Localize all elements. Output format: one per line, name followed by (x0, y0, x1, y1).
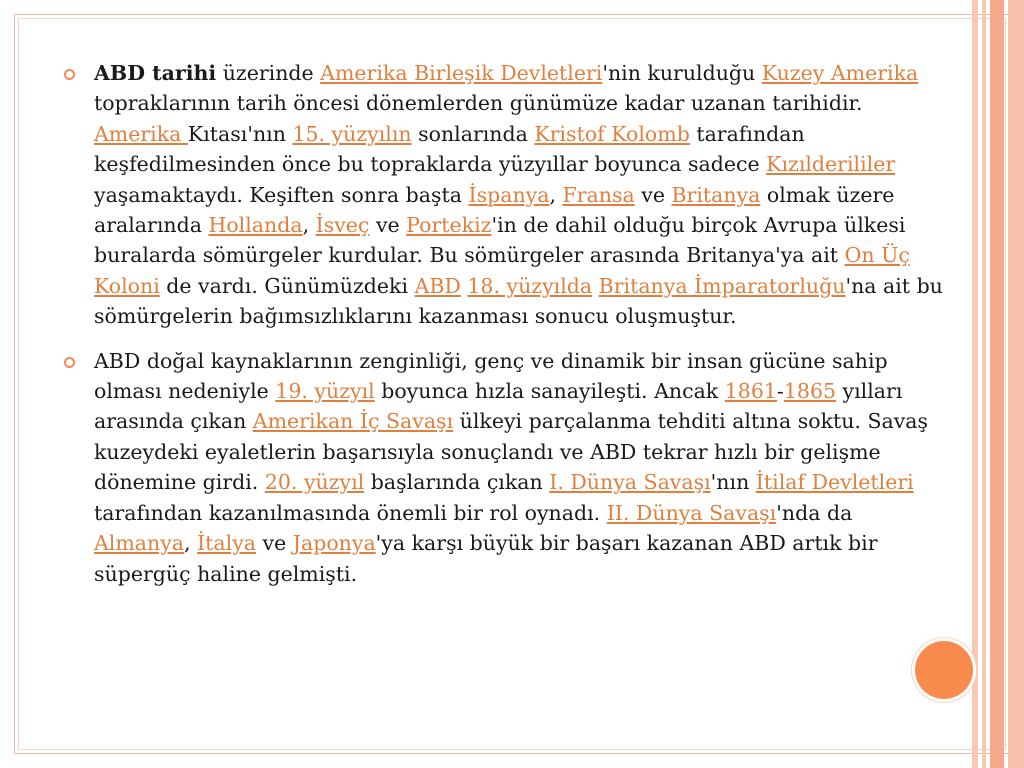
decor-stripe (972, 0, 978, 768)
wiki-link[interactable]: Amerikan İç Savaşı (252, 409, 454, 434)
decor-stripe (982, 0, 986, 768)
wiki-link[interactable]: 1861 (724, 379, 777, 404)
text-run: ABD doğal kaynaklarının zenginliği, genç ve dinamik bir insan gücüne sahip olması nedeniyle (94, 348, 888, 404)
wiki-link[interactable]: Japonya (292, 531, 376, 556)
wiki-link[interactable]: Almanya (94, 531, 185, 556)
wiki-link[interactable]: II. Dünya Savaşı (606, 500, 777, 525)
wiki-link[interactable]: 18. yüzyılda (467, 273, 593, 298)
text-run: Kıtası'nın (187, 121, 293, 146)
bullet-paragraph-2 (60, 346, 950, 589)
text-run: tarafından kazanılmasında önemli bir rol oynadı. (94, 500, 607, 525)
text-run: yaşamaktaydı. Keşiften sonra başta (94, 182, 469, 207)
text-run: , (549, 182, 563, 207)
text-run: ve (369, 213, 407, 238)
paragraph-text (94, 61, 943, 328)
wiki-link[interactable]: İsveç (315, 213, 370, 238)
text-run: ve (634, 182, 672, 207)
decor-stripe (1008, 0, 1024, 768)
text-run: 'nin kurulduğu (602, 61, 762, 85)
wiki-link[interactable]: İtilaf Devletleri (755, 470, 914, 495)
wiki-link[interactable]: Fransa (562, 182, 635, 207)
text-run: boyunca hızla sanayileşti. Ancak (374, 379, 725, 404)
text-run: , (302, 213, 316, 238)
text-run: ülkeyi parçalanma tehditi altına soktu. Savaş kuzeydeki eyaletlerin başarısıyla sonuçlandı ve ABD tekrar hızlı bir gelişme dönemine girdi. (94, 409, 929, 495)
wiki-link[interactable]: 1865 (783, 379, 837, 404)
bold-term: ABD tarihi (94, 61, 217, 85)
orange-circle-ornament (915, 641, 973, 699)
wiki-link[interactable]: 20. yüzyıl (264, 470, 365, 495)
wiki-link[interactable]: Kristof Kolomb (534, 121, 690, 146)
wiki-link[interactable]: Kuzey Amerika (761, 61, 919, 85)
wiki-link[interactable]: Kızılderililer (766, 152, 896, 177)
text-run: ve (256, 531, 293, 556)
bullet-circle-icon (64, 69, 75, 80)
text-run: tarafından keşfedilmesinden önce bu topraklarda yüzyıllar boyunca sadece (94, 121, 805, 177)
wiki-link[interactable]: Hollanda (208, 213, 303, 238)
bullet-paragraph-1 (60, 58, 950, 332)
text-run: 'nda da (776, 500, 853, 525)
wiki-link[interactable]: On Üç Koloni (94, 243, 910, 298)
text-run: , (184, 531, 198, 556)
wiki-link[interactable]: Britanya İmparatorluğu (598, 273, 846, 298)
text-run: 'in de dahil olduğu birçok Avrupa ülkesi buralarda sömürgeler kurdular. Bu sömürgeler arasında Britanya'ya ait (94, 213, 906, 268)
text-run: olmak üzere aralarında (94, 182, 895, 238)
text-run: sonlarında (411, 121, 535, 146)
wiki-link[interactable]: Britanya (671, 182, 761, 207)
text-run: - (776, 379, 784, 404)
bullet-circle-icon (64, 357, 75, 368)
text-run: topraklarının tarih öncesi dönemlerden günümüze kadar uzanan tarihidir. (94, 91, 863, 116)
decor-stripe (990, 0, 1004, 768)
text-run: de vardı. Günümüzdeki (159, 273, 415, 298)
wiki-link[interactable]: İspanya (468, 182, 550, 207)
text-run: 'ya karşı büyük bir başarı kazanan ABD artık bir süpergüç haline gelmişti. (94, 531, 878, 586)
paragraph-text (94, 349, 928, 586)
text-run: başlarında çıkan (364, 470, 550, 495)
wiki-link[interactable]: Amerika (94, 121, 188, 146)
wiki-link[interactable]: Portekiz (406, 213, 492, 238)
text-run: 'na ait bu sömürgelerin bağımsızlıklarını kazanması sonucu oluşmuştur. (94, 273, 943, 329)
text-run: üzerinde (216, 61, 321, 85)
wiki-link[interactable]: 15. yüzyılın (292, 121, 412, 146)
wiki-link[interactable]: İtalya (197, 531, 256, 556)
text-run: yılları arasında çıkan (94, 379, 903, 434)
wiki-link[interactable]: Amerika Birleşik Devletleri (320, 61, 603, 85)
text-run: 'nın (710, 470, 756, 495)
slide-content (60, 58, 950, 603)
wiki-link[interactable]: 19. yüzyıl (275, 379, 375, 404)
wiki-link[interactable]: I. Dünya Savaşı (549, 470, 711, 495)
wiki-link[interactable]: ABD (414, 273, 461, 298)
